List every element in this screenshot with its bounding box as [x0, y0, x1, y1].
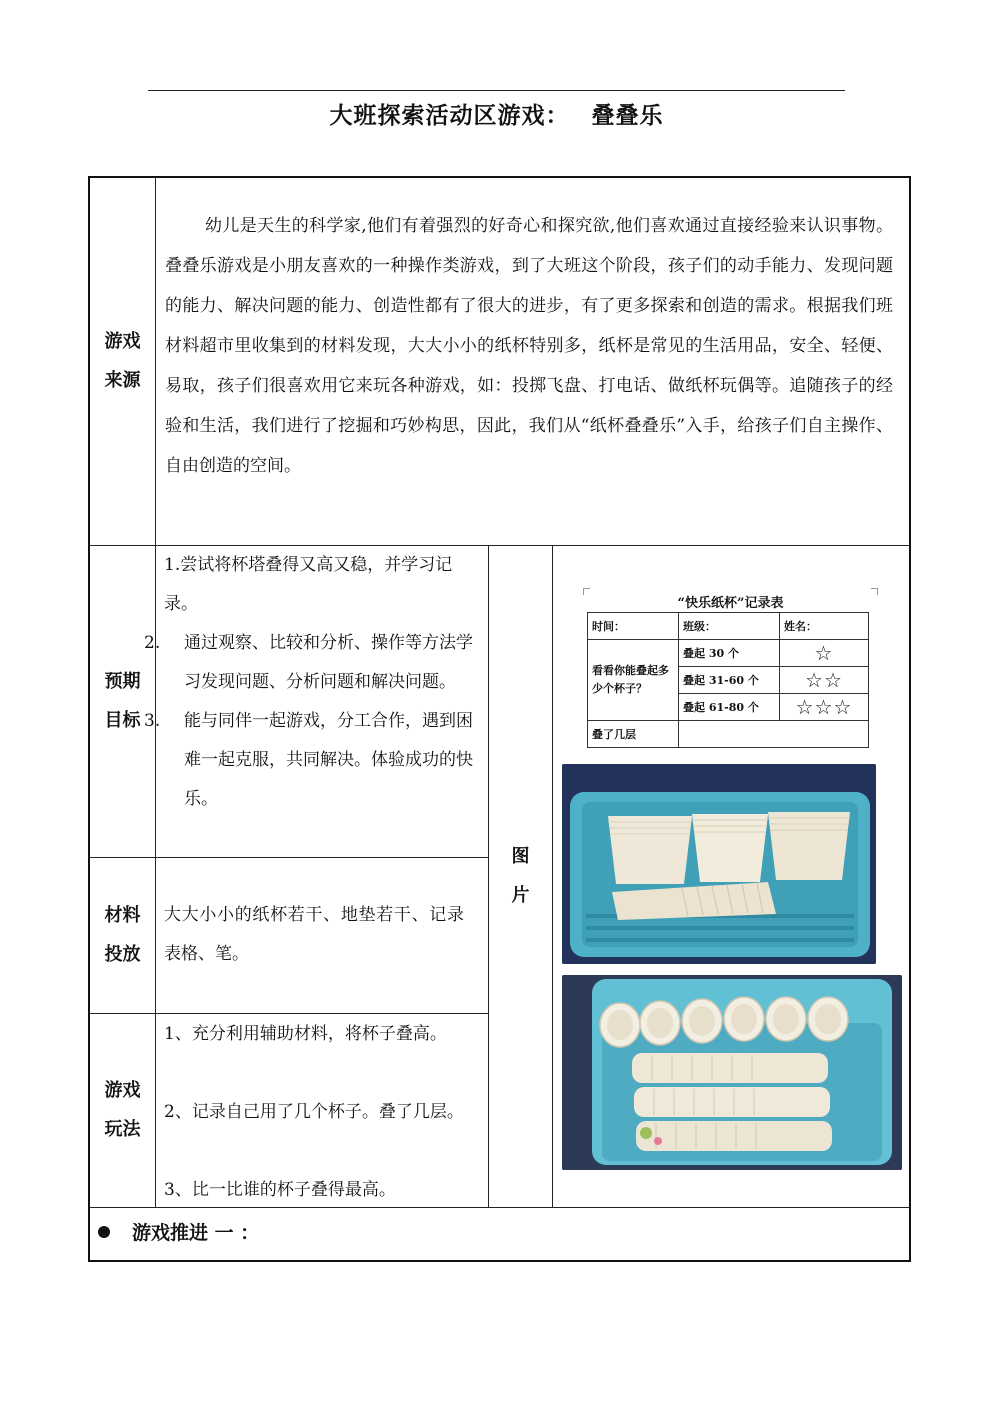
bullet-icon: [98, 1226, 110, 1238]
pictures-label-line1: 图: [511, 846, 530, 867]
materials-label: [90, 896, 155, 974]
play-item-3: 3、比一比谁的杯子叠得最高。: [164, 1180, 396, 1200]
record-name: 姓名：: [780, 613, 869, 640]
pictures-label-line2: 片: [511, 885, 530, 906]
play-label: [90, 1071, 155, 1149]
record-level-3: 叠起 61-80 个: [679, 694, 780, 721]
record-sheet-image: [583, 588, 878, 746]
goals-list: [144, 546, 484, 819]
record-sheet-title: “快乐纸杯”记录表: [677, 596, 784, 611]
record-question: 看看你能叠起多少个杯子？: [588, 640, 679, 721]
pictures-column-right: [552, 545, 553, 1207]
record-time: 时间：: [588, 613, 679, 640]
materials-label-line1: 材料: [104, 905, 141, 926]
row-divider-goals: [89, 857, 488, 858]
title-sub: 叠叠乐: [591, 103, 664, 129]
goal-item: 1.尝试将杯塔叠得又高又稳，并学习记录。: [164, 555, 453, 614]
record-sheet-table: [587, 612, 869, 748]
play-item-1: 1、充分利用辅助材料，将杯子叠高。: [164, 1024, 447, 1044]
photo-cup-rows: [562, 975, 902, 1170]
record-layers: 叠了几层: [588, 721, 679, 748]
materials-label-line2: 投放: [104, 944, 141, 965]
play-label-line1: 游戏: [104, 1080, 141, 1101]
play-label-line2: 玩法: [104, 1119, 141, 1140]
record-stars-3: ☆☆☆: [780, 694, 869, 721]
goal-item: 3. 能与同伴一起游戏，分工合作，遇到困难一起克服，共同解决。体验成功的快乐。: [144, 711, 473, 809]
source-label: [90, 322, 155, 400]
source-text: 幼儿是天生的科学家,他们有着强烈的好奇心和探究欲,他们喜欢通过直接经验来认识事物。叠叠乐游戏是小朋友喜欢的一种操作类游戏，到了大班这个阶段，孩子们的动手能力、发现问题的能力、解决问题的能力、创造性都有了很大的进步，有了更多探索和创造的需求。根据我们班材料超市里收集到的材料发现，大大小小的纸杯特别多，纸杯是常见的生活用品，安全、轻便、易取，孩子们很喜欢用它来玩各种游戏，如：投掷飞盘、打电话、做纸杯玩偶等。追随孩子的经验和生活，我们进行了挖掘和巧妙构思，因此，我们从“纸杯叠叠乐”入手，给孩子们自主操作、自由创造的空间。: [165, 216, 893, 476]
pictures-label: [489, 837, 552, 915]
page-title: [0, 97, 993, 130]
record-level-2: 叠起 31-60 个: [679, 667, 780, 694]
goals-label-line2: 目标: [104, 710, 141, 731]
header-rule: [148, 90, 845, 91]
materials-text: 大大小小的纸杯若干、地垫若干、记录表格、笔。: [164, 905, 464, 964]
title-main: 大班探索活动区游戏：: [329, 103, 570, 129]
play-item-2: 2、记录自己用了几个杯子。叠了几层。: [164, 1102, 464, 1122]
record-class: 班级：: [679, 613, 780, 640]
record-level-1: 叠起 30 个: [679, 640, 780, 667]
cup-stacks-illustration: [562, 764, 876, 964]
game-progress-label: 游戏推进 一 ：: [132, 1222, 260, 1244]
record-stars-2: ☆☆: [780, 667, 869, 694]
source-label-line1: 游戏: [104, 331, 141, 352]
record-layers-value: [679, 721, 869, 748]
record-stars-1: ☆: [780, 640, 869, 667]
label-column-divider: [155, 177, 156, 1207]
game-progress-heading: [98, 1218, 259, 1245]
cup-rows-illustration: [562, 975, 902, 1170]
source-label-line2: 来源: [104, 370, 141, 391]
goals-label-line1: 预期: [104, 671, 141, 692]
goal-item: 2. 通过观察、比较和分析、操作等方法学习发现问题、分析问题和解决问题。: [144, 633, 473, 692]
photo-cup-stacks: [562, 764, 876, 964]
